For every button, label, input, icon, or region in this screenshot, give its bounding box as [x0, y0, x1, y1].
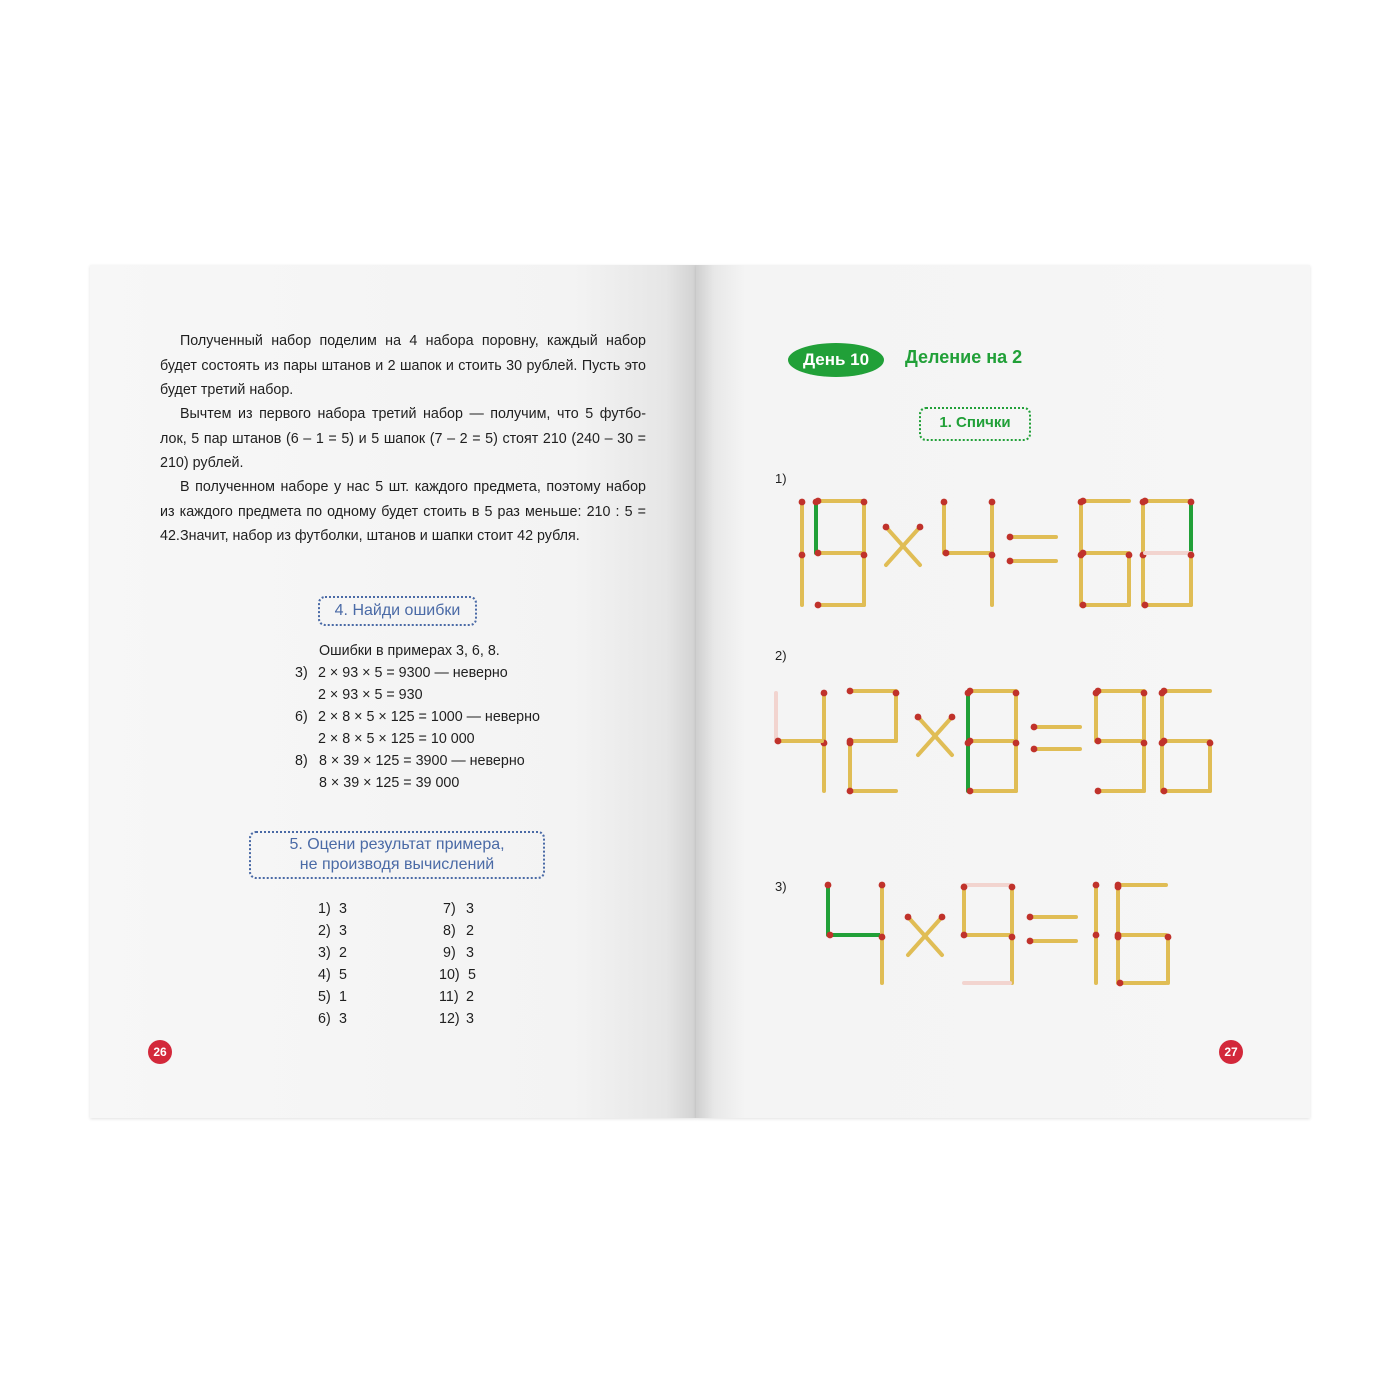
matchstick: [1161, 688, 1210, 695]
right-page: [696, 265, 1310, 1118]
answer-number: 11): [439, 989, 459, 1005]
matchstick: [1095, 788, 1144, 795]
puzzle-label-2: 2): [775, 648, 787, 663]
matchstick: [989, 552, 996, 605]
matchstick: [883, 524, 920, 565]
matchstick: [1117, 980, 1166, 987]
answer-number: 8): [443, 923, 456, 939]
matchstick: [1007, 534, 1056, 541]
matchstick: [1093, 882, 1100, 933]
task-5-title: [249, 831, 545, 879]
paragraph-4: Значит, набор из футболки, штанов и шапки стоит 42 рубля.: [180, 528, 580, 544]
matchstick: [1080, 602, 1129, 609]
matchstick: [1080, 550, 1129, 557]
paragraph-3: В полученном наборе у нас 5 шт. каждого предмета, поэтому набор из каждого предмета по одному будет стоить в 5 раз меньше: 210 : 5 = 42.: [160, 479, 646, 544]
matchstick: [1142, 602, 1191, 609]
matchstick: [1031, 724, 1080, 731]
matchstick: [1159, 690, 1166, 741]
task-4-title: 4. Найди ошибки: [318, 596, 477, 626]
moved-matchstick: [965, 690, 972, 741]
matchstick: [1078, 499, 1085, 553]
answer-value: 3: [466, 945, 474, 961]
matchstick: [1095, 688, 1144, 695]
moved-matchstick: [1188, 499, 1195, 553]
answer-number: 12): [439, 1011, 460, 1027]
matchstick: [967, 788, 1016, 795]
matchstick: [1141, 740, 1148, 791]
matchstick: [961, 932, 1010, 939]
matchstick: [989, 499, 996, 553]
matchstick: [1007, 558, 1056, 565]
paragraph-2: Вычтем из первого набора третий набор — получим, что 5 футбо-лок, 5 пар штанов (6 – 1 = 5) и 5 шапок (7 – 2 = 5) стоят 210 (240 – 30 = 210) рублей.: [160, 406, 646, 471]
matchstick: [1207, 740, 1214, 791]
answer-number: 5): [318, 989, 331, 1005]
answer-value: 2: [466, 989, 474, 1005]
matchstick: [1013, 740, 1020, 791]
matchstick: [861, 499, 868, 553]
answer-value: 3: [339, 901, 347, 917]
answer-value: 3: [339, 1011, 347, 1027]
matchstick-puzzles: [696, 265, 1310, 1118]
matchstick: [879, 934, 886, 983]
task-4-intro: Ошибки в примерах 3, 6, 8.: [319, 643, 500, 659]
matchstick: [861, 552, 868, 605]
matchstick: [1093, 932, 1100, 983]
answer-number: 1): [318, 901, 331, 917]
answer-number: 9): [443, 945, 456, 961]
matchstick: [918, 714, 955, 755]
matchstick: [1078, 552, 1085, 605]
matchstick: [943, 550, 992, 557]
task-4-row-text: 8 × 39 × 125 = 3900 — неверно: [319, 753, 525, 769]
matchstick: [1159, 740, 1166, 791]
matchstick: [1095, 738, 1144, 745]
matchstick: [1080, 498, 1129, 505]
matchstick: [799, 499, 806, 553]
matchstick: [1165, 934, 1172, 983]
task-4-row-num: 8): [295, 753, 308, 769]
task-1-title: 1. Спички: [919, 407, 1031, 441]
matchstick: [775, 738, 822, 745]
matchstick: [886, 524, 923, 565]
matchstick: [1126, 552, 1133, 605]
matchstick: [893, 690, 900, 741]
matchstick: [905, 914, 942, 955]
matchstick: [1115, 884, 1122, 933]
matchstick: [961, 884, 968, 933]
matchstick: [1140, 552, 1147, 605]
matchstick: [815, 602, 864, 609]
task-4-row-text: 2 × 8 × 5 × 125 = 1000 — неверно: [318, 709, 540, 725]
answer-value: 5: [468, 967, 476, 983]
matchstick: [1009, 884, 1016, 933]
answer-number: 3): [318, 945, 331, 961]
matchstick: [1161, 788, 1210, 795]
matchstick: [1140, 499, 1147, 553]
moved-matchstick: [825, 882, 832, 935]
matchstick: [1031, 746, 1080, 753]
answer-value: 1: [339, 989, 347, 1005]
answer-number: 7): [443, 901, 456, 917]
matchstick: [815, 498, 864, 505]
answer-value: 2: [339, 945, 347, 961]
answer-number: 2): [318, 923, 331, 939]
task-4-row-text: 2 × 93 × 5 = 9300 — неверно: [318, 665, 508, 681]
task-4-row-num: 6): [295, 709, 308, 725]
matchstick: [821, 690, 828, 741]
answer-value: 2: [466, 923, 474, 939]
matchstick: [1142, 498, 1191, 505]
task-5-title-line-1: 5. Оцени результат примера,: [289, 836, 505, 853]
matchstick: [1188, 552, 1195, 605]
answer-value: 3: [466, 1011, 474, 1027]
page-number-right: 27: [1219, 1040, 1243, 1064]
moved-matchstick: [813, 499, 820, 553]
matchstick: [847, 738, 896, 745]
matchstick: [908, 914, 945, 955]
matchstick: [799, 552, 806, 605]
answer-number: 10): [439, 967, 460, 983]
puzzle-label-3: 3): [775, 879, 787, 894]
matchstick: [915, 714, 952, 755]
matchstick: [967, 688, 1016, 695]
matchstick: [1141, 690, 1148, 741]
matchstick: [1115, 932, 1166, 939]
matchstick: [1115, 882, 1166, 889]
left-page: [90, 265, 696, 1118]
matchstick: [941, 499, 948, 553]
task-4-row-text: 2 × 93 × 5 = 930: [318, 687, 423, 703]
matchstick: [821, 740, 828, 791]
matchstick: [1115, 934, 1122, 983]
task-5-title-line-2: не производя вычислений: [299, 856, 495, 873]
answer-value: 3: [466, 901, 474, 917]
topic-title: Деление на 2: [905, 347, 1023, 367]
puzzle-label-1: 1): [775, 471, 787, 486]
answer-value: 3: [339, 923, 347, 939]
moved-matchstick: [965, 740, 972, 791]
matchstick: [1027, 914, 1076, 921]
answer-number: 4): [318, 967, 331, 983]
task-4-row-text: 8 × 39 × 125 = 39 000: [319, 775, 460, 791]
task-4-row-text: 2 × 8 × 5 × 125 = 10 000: [318, 731, 475, 747]
matchstick: [847, 788, 896, 795]
matchstick: [847, 688, 896, 695]
answer-number: 6): [318, 1011, 331, 1027]
matchstick: [815, 550, 864, 557]
matchstick: [1027, 938, 1076, 945]
matchstick: [847, 740, 854, 791]
matchstick: [1009, 934, 1016, 983]
matchstick: [1161, 738, 1210, 745]
moved-matchstick: [827, 932, 880, 939]
matchstick: [967, 738, 1016, 745]
matchstick: [1013, 690, 1020, 741]
day-badge: День 10: [788, 343, 884, 377]
task-4-row-num: 3): [295, 665, 308, 681]
matchstick: [1093, 690, 1100, 741]
page-number-left: 26: [148, 1040, 172, 1064]
matchstick: [879, 882, 886, 935]
paragraph-1: Полученный набор поделим на 4 набора поровну, каждый набор будет состоять из пары штанов и 2 шапок и стоить 30 рублей. Пусть это будет третий набор.: [160, 333, 646, 398]
answer-value: 5: [339, 967, 347, 983]
